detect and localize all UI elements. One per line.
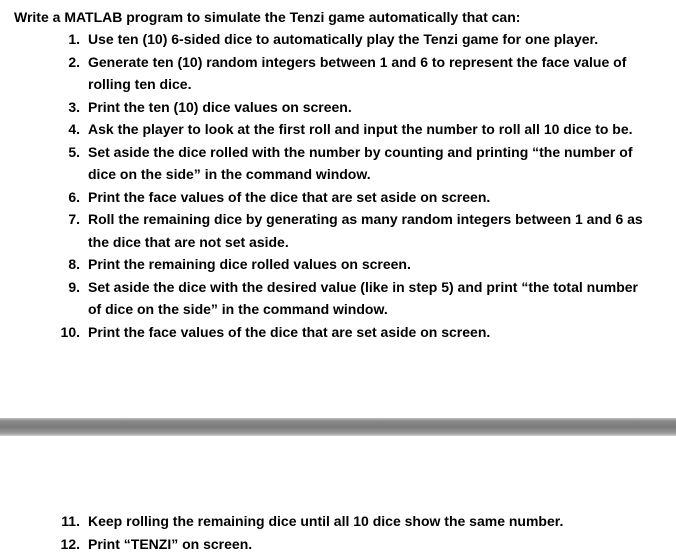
item-text: Set aside the dice rolled with the number by counting and printing “the number of dice on the side” in the command window.	[88, 143, 633, 182]
item-text: Roll the remaining dice by generating as many random integers between 1 and 6 as the dice that are not set aside.	[88, 211, 643, 250]
list-item	[0, 118, 676, 141]
list-item	[0, 208, 676, 253]
item-number: 7.	[68, 211, 80, 227]
list-item	[0, 141, 676, 186]
item-number: 3.	[68, 98, 80, 115]
item-text: Print the ten (10) dice values on screen.	[88, 98, 352, 115]
item-number: 9.	[68, 278, 80, 295]
instruction-list-continued	[0, 510, 676, 555]
item-text: Ask the player to look at the first roll and input the number to roll all 10 dice to be.	[88, 121, 633, 137]
list-item	[0, 51, 676, 96]
list-item	[0, 533, 676, 556]
item-number: 6.	[68, 188, 80, 205]
item-number: 1.	[68, 31, 80, 47]
item-text: Print the face values of the dice that are set aside on screen.	[88, 188, 491, 205]
item-number: 11.	[61, 513, 80, 529]
page-2	[0, 436, 676, 560]
list-item	[0, 253, 676, 276]
item-text: Keep rolling the remaining dice until all 10 dice show the same number.	[88, 513, 564, 529]
item-number: 4.	[68, 121, 80, 137]
list-item	[0, 510, 676, 533]
item-number: 10.	[60, 323, 80, 340]
item-text: Print “TENZI” on screen.	[88, 535, 253, 552]
list-item	[0, 28, 676, 51]
list-item	[0, 186, 676, 209]
assignment-title: Write a MATLAB program to simulate the Tenzi game automatically that can:	[14, 9, 521, 25]
list-item	[0, 276, 676, 321]
page-separator	[0, 418, 676, 436]
item-text: Use ten (10) 6-sided dice to automatically play the Tenzi game for one player.	[88, 31, 599, 47]
item-number: 5.	[68, 143, 80, 160]
list-item	[0, 321, 676, 344]
item-text: Print the face values of the dice that are set aside on screen.	[88, 323, 491, 340]
item-text: Generate ten (10) random integers between 1 and 6 to represent the face value of rolling ten dice.	[88, 53, 627, 92]
item-number: 2.	[68, 53, 80, 70]
instruction-list	[0, 28, 676, 343]
list-item	[0, 96, 676, 119]
item-number: 8.	[68, 256, 80, 272]
item-text: Set aside the dice with the desired value (like in step 5) and print “the total number of dice on the side” in the command window.	[88, 278, 638, 317]
item-number: 12.	[60, 535, 80, 552]
item-text: Print the remaining dice rolled values on screen.	[88, 256, 411, 272]
